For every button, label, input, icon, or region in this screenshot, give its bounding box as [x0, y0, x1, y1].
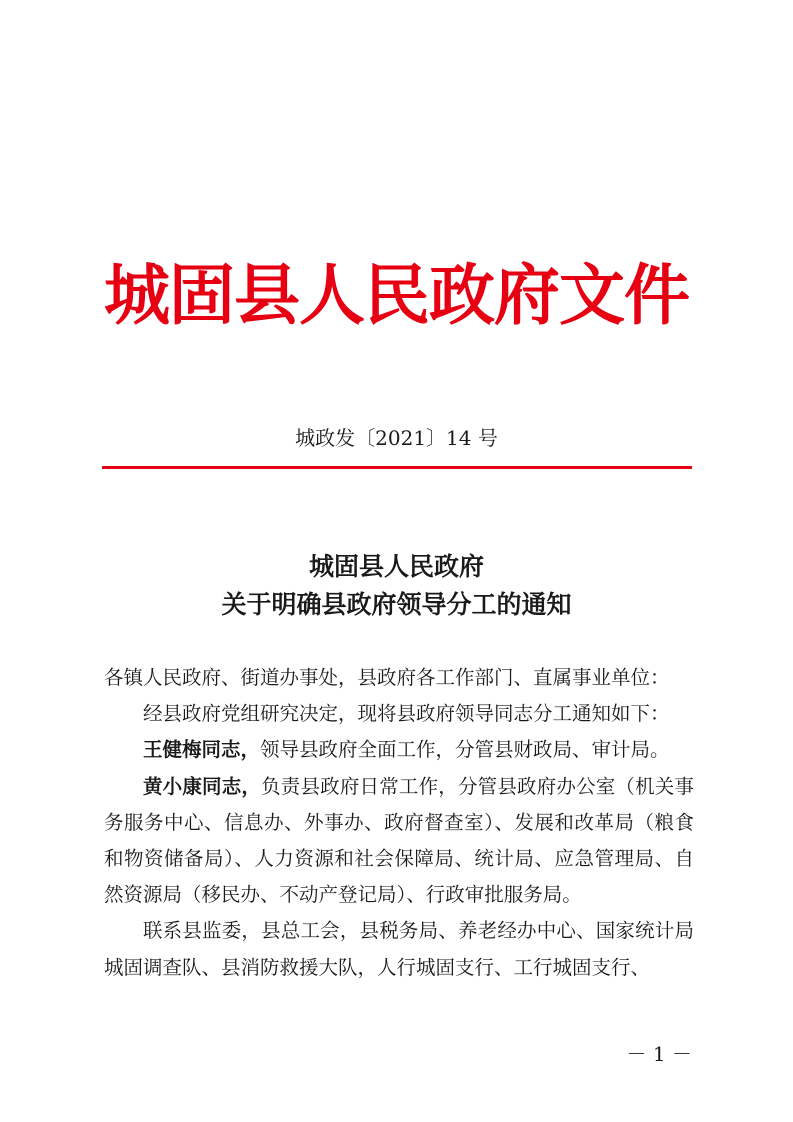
red-divider-line — [102, 466, 692, 469]
notice-title-line-1: 城固县人民政府 — [308, 552, 484, 581]
page-number: － 1 － — [626, 1042, 692, 1066]
document-header-title: 城固县人民政府文件 — [104, 256, 689, 334]
salutation: 各镇人民政府、街道办事处，县政府各工作部门、直属事业单位： — [104, 666, 670, 689]
person-name: 黄小康同志， — [143, 774, 262, 798]
assignment-text: 负责县政府日常工作，分管县政府办公室（机关事务服务中心、信息办、外事办、政府督查室）、发展和改革局（粮食和物资储备局）、人力资源和社会保障局、统计局、应急管理局、自然资源局（移民办、不动产登记局）、行政审批服务局。 — [104, 774, 694, 907]
intro-paragraph: 经县政府党组研究决定，现将县政府领导同志分工通知如下： — [143, 702, 670, 726]
liaison-paragraph: 联系县监委，县总工会，县税务局、养老经办中心、国家统计局城固调查队、县消防救援大队，人行城固支行、工行城固支行、 — [104, 919, 694, 979]
assignment-paragraph — [104, 732, 694, 768]
assignment-paragraph — [104, 769, 694, 914]
assignment-text: 领导县政府全面工作，分管县财政局、审计局。 — [260, 738, 670, 762]
notice-title-line-2: 关于明确县政府领导分工的通知 — [221, 590, 572, 619]
notice-title — [0, 548, 793, 624]
document-body — [104, 660, 694, 986]
document-number: 城政发〔2021〕14 号 — [295, 426, 498, 450]
person-name: 王健梅同志， — [143, 738, 261, 762]
